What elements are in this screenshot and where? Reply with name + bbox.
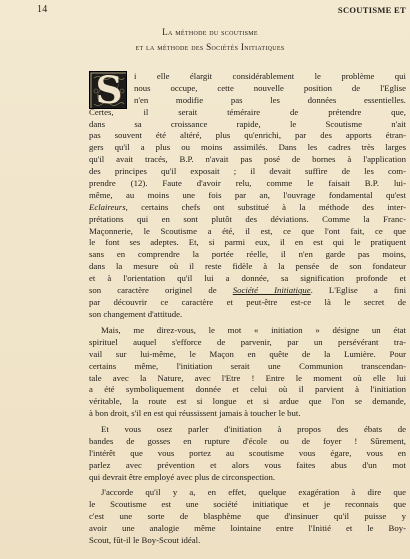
text-line: Certes, il serait téméraire de prétendre que, — [89, 106, 406, 117]
text-line: J'accorde qu'il y a, en effet, quelque exagération à dire que — [101, 487, 406, 497]
text-line: avoir une analogie même lointaine entre l'Initié et le Boy- — [89, 522, 406, 533]
text-line: et à l'orientation qu'il lui a donnée, sa signification profonde et — [89, 273, 406, 284]
text-line: prendre (12). Faute d'avoir relu, comme le faisait B.P. lui- — [89, 178, 406, 189]
text-line: l'intérêt que vous portez au scoutisme vous égare, vous en — [89, 447, 406, 458]
text-line: sans en comprendre la portée réelle, il n'en garde pas moins, — [89, 249, 406, 260]
text-line: le Scoutisme est une société initiatique et je reconnais que — [89, 498, 406, 509]
text-line: dans la mesure où il reste fidèle à la pensée de son fondateur — [89, 261, 406, 272]
text-line: par découvrir ce caractère et peut-être est-ce là le secret de — [89, 296, 406, 307]
text-line: des principes qu'il exposait ; il devait suffire de les com- — [89, 166, 406, 177]
text-line: son changement d'attitude. — [89, 308, 183, 319]
text-line: son caractère originel de Société Initiatique. L'Eglise a fini — [89, 285, 407, 296]
paragraph-4 — [89, 487, 406, 546]
text-line: spirituel auquel s'efforce de parvenir, par un persévérant tra- — [89, 336, 406, 347]
text-line: certains même, l'initiation serait une Communion transcendan- — [89, 360, 406, 371]
text-line: qu'il avait tracés, B.P. n'avait pas posé de bornes à l'application — [89, 154, 406, 165]
text-line: Mais, me direz-vous, le mot « initiation » désigne un état — [101, 325, 406, 335]
text-line: a été symboliquement donnée et celui où il parvient à l'initiation — [89, 384, 406, 395]
running-title: SCOUTISME ET — [337, 5, 406, 15]
dropcap-letter: S — [95, 71, 123, 109]
text-line: Eclaireurs, certains chefs ont substitué à la méthode des inter- — [89, 201, 406, 212]
paragraph-1 — [89, 71, 406, 321]
text-line: dans sa croissance rapide, le Scoutisme n'ait — [89, 118, 406, 129]
text-line: c'est une sorte de blasphème que d'insinuer qu'il puisse y — [89, 510, 406, 521]
section-title-line-2: et la méthode des Sociétés Initiatiques — [135, 42, 285, 52]
text-line: parlez avec prévention et alors vous faites abus d'un mot — [89, 459, 406, 470]
text-line: Et vous osez parler d'initiation à propos des ébats de — [101, 424, 406, 434]
page-number: 14 — [37, 4, 48, 15]
text-line: nous occupe, cette nouvelle position de l'Eglise — [134, 82, 406, 93]
running-header — [0, 4, 410, 18]
text-line: Scout, fût-il le Boy-Scout idéal. — [89, 534, 201, 545]
text-line: n'en modifie pas les données essentielles. — [134, 94, 406, 105]
text-line: bandes de gosses en rupture d'école ou de foyer ! Sûrement, — [89, 435, 406, 446]
text-line: i elle élargit considérablement le problème qui — [134, 71, 406, 81]
text-line: Maçonnerie, le Scoutisme a été, il est, ce que l'ont fait, ce que — [89, 225, 406, 236]
text-line: prétations qui en sont plutôt des déviations. Comme la Franc- — [89, 213, 406, 224]
text-line: même, au moins une fois par an, l'ouvrage fondamental qu'est — [89, 189, 406, 200]
text-line: véritable, la route est si longue et si ardue que l'on se demande, — [89, 396, 406, 407]
text-line: vail sur lui-même, le Maçon en quête de la Lumière. Pour — [89, 348, 406, 359]
section-title — [30, 25, 390, 55]
text-line: le font ses adeptes. Et, si parmi eux, il en est qui le pratiquent — [89, 237, 406, 248]
text-line: à bon droit, s'il en est qui réussissent jamais à toucher le but. — [89, 408, 301, 419]
text-line: qui devrait être employé avec plus de circonspection. — [89, 471, 276, 482]
text-line: gers qu'il a plus ou moins assimilés. Dans les cadres très larges — [89, 142, 406, 153]
text-line: tale avec la Nature, avec l'Etre ! Entre le moment où elle lui — [89, 372, 406, 383]
text-line: pas souvent été altéré, plus qu'enrichi, par des apports étran- — [89, 130, 406, 141]
paragraph-2 — [89, 325, 406, 420]
section-title-line-1: La méthode du scoutisme — [162, 27, 258, 37]
paragraph-3 — [89, 424, 406, 483]
